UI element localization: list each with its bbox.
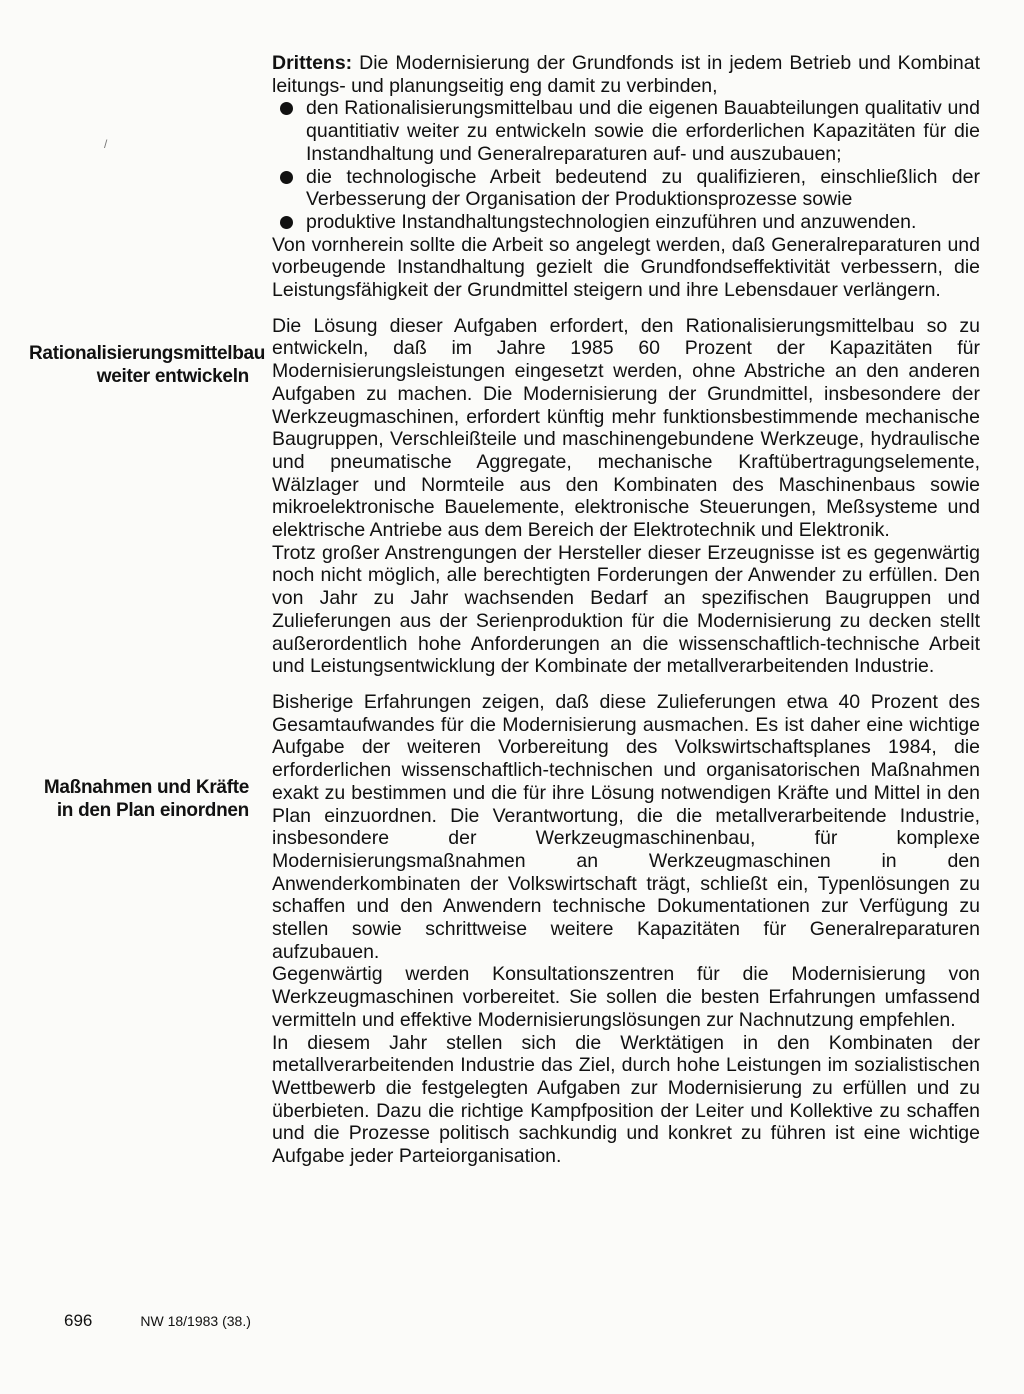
bullet-text: die technologische Arbeit bedeutend zu qualifizieren, einschließlich der Verbesserung der Organisation der Produktionsprozesse sowie bbox=[306, 165, 980, 211]
page-number: 696 bbox=[64, 1311, 93, 1330]
issue-reference: NW 18/1983 (38.) bbox=[140, 1313, 251, 1329]
intro-text: Die Modernisierung der Grundfonds ist in jedem Betrieb und Kombinat leitungs- und planungseitig eng damit zu verbinden, bbox=[272, 52, 981, 97]
bullet-icon bbox=[280, 171, 293, 184]
section3-paragraph-3: In diesem Jahr stellen sich die Werktätigen in den Kombinaten der metallverarbeitenden Industrie das Ziel, durch hohe Leistungen im sozialistischen Wettbewerb die festgelegten Aufgaben zur Modernisierung zu erfüllen und zu überbieten. Dazu die richtige Kampfposition der Leiter und Kollektive zu schaffen und die Prozesse politisch sachkundig und konkret zu führen ist eine wichtige Aufgabe jeder Parteiorganisation. bbox=[272, 1031, 980, 1168]
bullet-text: den Rationalisierungsmittelbau und die eigenen Bauabteilungen qualitativ und quantitiativ weiter zu entwickeln sowie die erforderlichen Kapazitäten für die Instandhaltung und Generalreparaturen auf- und auszubauen; bbox=[306, 97, 980, 165]
section3-paragraph-1: Bisherige Erfahrungen zeigen, daß diese Zulieferungen etwa 40 Prozent des Gesamtaufwandes für die Modernisierung ausmachen. Es ist daher eine wichtige Aufgabe der weiteren Vorbereitung des Volkswirtschaftsplanes 1984, die erforderlichen wissenschaftlich-technischen und organisatorischen Maßnahmen exakt zu bestimmen und die für ihre Lösung notwendigen Kräfte und Mittel in den Plan einzuordnen. Die Verantwortung, die die metallverarbeitende Industrie, insbesondere der Werkzeugmaschinenbau, für komplexe Modernisierungsmaßnahmen an Werkzeugmaschinen in den Anwenderkombinaten der Volkswirtschaft trägt, schließt ein, Typenlösungen zu schaffen und den Anwendern technische Dokumentationen zur Verfügung zu stellen sowie schrittweise weitere Kapazitäten für Generalreparaturen aufzubauen. bbox=[272, 690, 980, 963]
section2-paragraph-1: Die Lösung dieser Aufgaben erfordert, den Rationalisierungsmittelbau so zu entwickeln, daß im Jahre 1985 60 Prozent der Kapazitäten für Modernisierungsleistungen eingesetzt werden, ohne Abstriche an den anderen Aufgaben zu machen. Die Modernisierung der Grundmittel, insbesondere der Werkzeugmaschinen, erfordert künftig mehr funktionsbestimmende mechanische Baugruppen, Verschleißteile und maschinengebundene Werkzeuge, hydraulische und pneumatische Aggregate, mechanische Kraftübertragungselemente, Wälzlager und Normteile aus den Kombinaten des Maschinenbaus sowie mikroelektronische Bauelemente, elektronische Steuerungen, Meßsysteme und elektrische Antriebe aus dem Bereich der Elektrotechnik und Elektronik. bbox=[272, 314, 980, 542]
bullet-icon bbox=[280, 102, 293, 115]
paragraph-after-bullets: Von vornherein sollte die Arbeit so angelegt werden, daß Generalreparaturen und vorbeugende Instandhaltung gezielt die Grundfondseffektivität verbessern, die Leistungsfähigkeit der Grundmittel steigern und ihre Lebensdauer verlängern. bbox=[272, 233, 980, 302]
section2-paragraph-2: Trotz großer Anstrengungen der Hersteller dieser Erzeugnisse ist es gegenwärtig noch nicht möglich, alle berechtigten Forderungen der Anwender zu erfüllen. Den von Jahr zu Jahr wachsenden Bedarf an spezifischen Baugruppen und Zulieferungen aus der Serienproduktion für die Modernisierung zu decken stellt außerordentlich hohe Anforderungen an die wissenschaftlich-technische Arbeit und Leistungsentwicklung der Kombinate der metallverarbeitenden Industrie. bbox=[272, 541, 980, 678]
bullet-item bbox=[272, 211, 980, 234]
bullet-item bbox=[272, 97, 980, 165]
sidenote-massnahmen: Maßnahmen und Kräfte in den Plan einordnen bbox=[43, 777, 249, 821]
sidenote-rationalisierung: Rationalisierungsmittelbau weiter entwickeln bbox=[29, 343, 266, 387]
intro-lead: Drittens: bbox=[272, 52, 353, 74]
section3-paragraph-2: Gegenwärtig werden Konsultationszentren für die Modernisierung von Werkzeugmaschinen vorbereitet. Sie sollen die besten Erfahrungen umfassend vermitteln und effektive Modernisierungslösungen zur Nachnutzung empfehlen. bbox=[272, 963, 980, 1031]
bullet-text: produktive Instandhaltungstechnologien einzuführen und anzuwenden. bbox=[306, 210, 917, 233]
scan-speck: / bbox=[104, 137, 108, 151]
bullet-icon bbox=[280, 216, 293, 229]
intro-paragraph bbox=[272, 52, 980, 97]
bullet-item bbox=[272, 166, 980, 211]
page-footer bbox=[64, 1311, 251, 1331]
main-text-column bbox=[272, 52, 980, 1168]
